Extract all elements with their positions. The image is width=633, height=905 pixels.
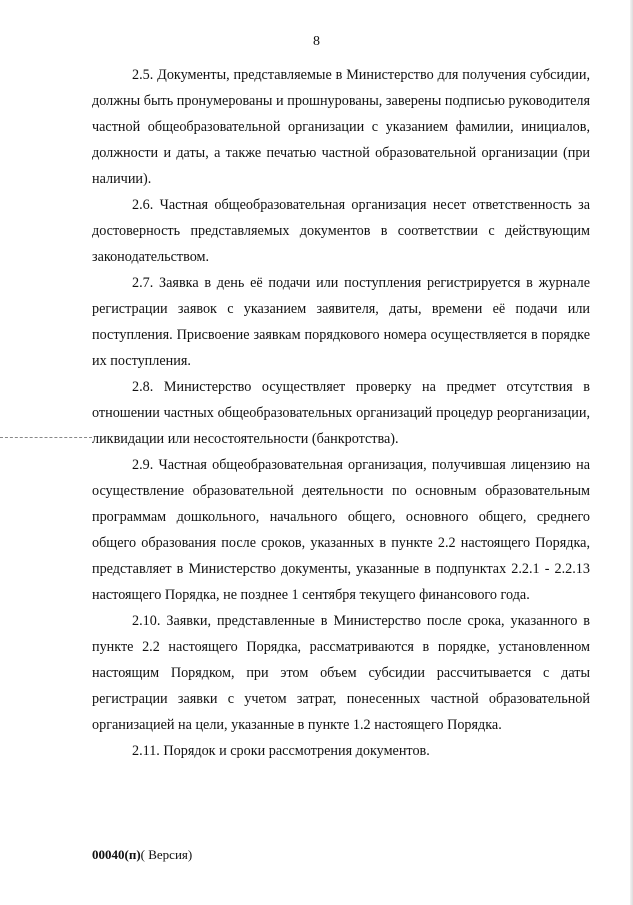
paragraph-2-11: 2.11. Порядок и сроки рассмотрения документов. [132, 743, 430, 759]
footer-version: ( Версия) [140, 847, 193, 862]
paragraph-2-5: 2.5. Документы, представляемые в Министерство для получения субсидии, должны быть пронумерованы и прошнурованы, заверены подписью руководителя частной общеобразовательной организации с указанием фамилии, инициалов, должности и даты, а также печатью частной образовательной организации (при наличии). [92, 67, 590, 187]
page-number: 8 [313, 34, 320, 49]
paragraph-2-10: 2.10. Заявки, представленные в Министерство после срока, указанного в пункте 2.2 настоящего Порядка, рассматриваются в порядке, установленном настоящим Порядком, при этом объем субсидии рассчитывается с даты регистрации заявки с учетом затрат, понесенных частной образовательной организацией на цели, указанные в пункте 1.2 настоящего Порядка. [92, 613, 590, 733]
document-body [92, 62, 590, 764]
scan-margin-mark [0, 437, 92, 438]
paragraph-2-9: 2.9. Частная общеобразовательная организация, получившая лицензию на осуществление образовательной деятельности по основным образовательным программам дошкольного, начального общего, основного общего, среднего общего образования после сроков, указанных в пункте 2.2 настоящего Порядка, представляет в Министерство документы, указанные в подпунктах 2.2.1 - 2.2.13 настоящего Порядка, не позднее 1 сентября текущего финансового года. [92, 457, 590, 603]
paragraph-2-8: 2.8. Министерство осуществляет проверку на предмет отсутствия в отношении частных общеобразовательных организаций процедур реорганизации, ликвидации или несостоятельности (банкротства). [92, 379, 590, 447]
paragraph-2-7: 2.7. Заявка в день её подачи или поступления регистрируется в журнале регистрации заявок с указанием заявителя, даты, времени её подачи или поступления. Присвоение заявкам порядкового номера осуществляется в порядке их поступления. [92, 275, 590, 369]
paragraph-2-6: 2.6. Частная общеобразовательная организация несет ответственность за достоверность представляемых документов в соответствии с действующим законодательством. [92, 197, 590, 265]
footer-document-code: 00040(п) [92, 847, 141, 862]
document-footer [92, 846, 192, 864]
